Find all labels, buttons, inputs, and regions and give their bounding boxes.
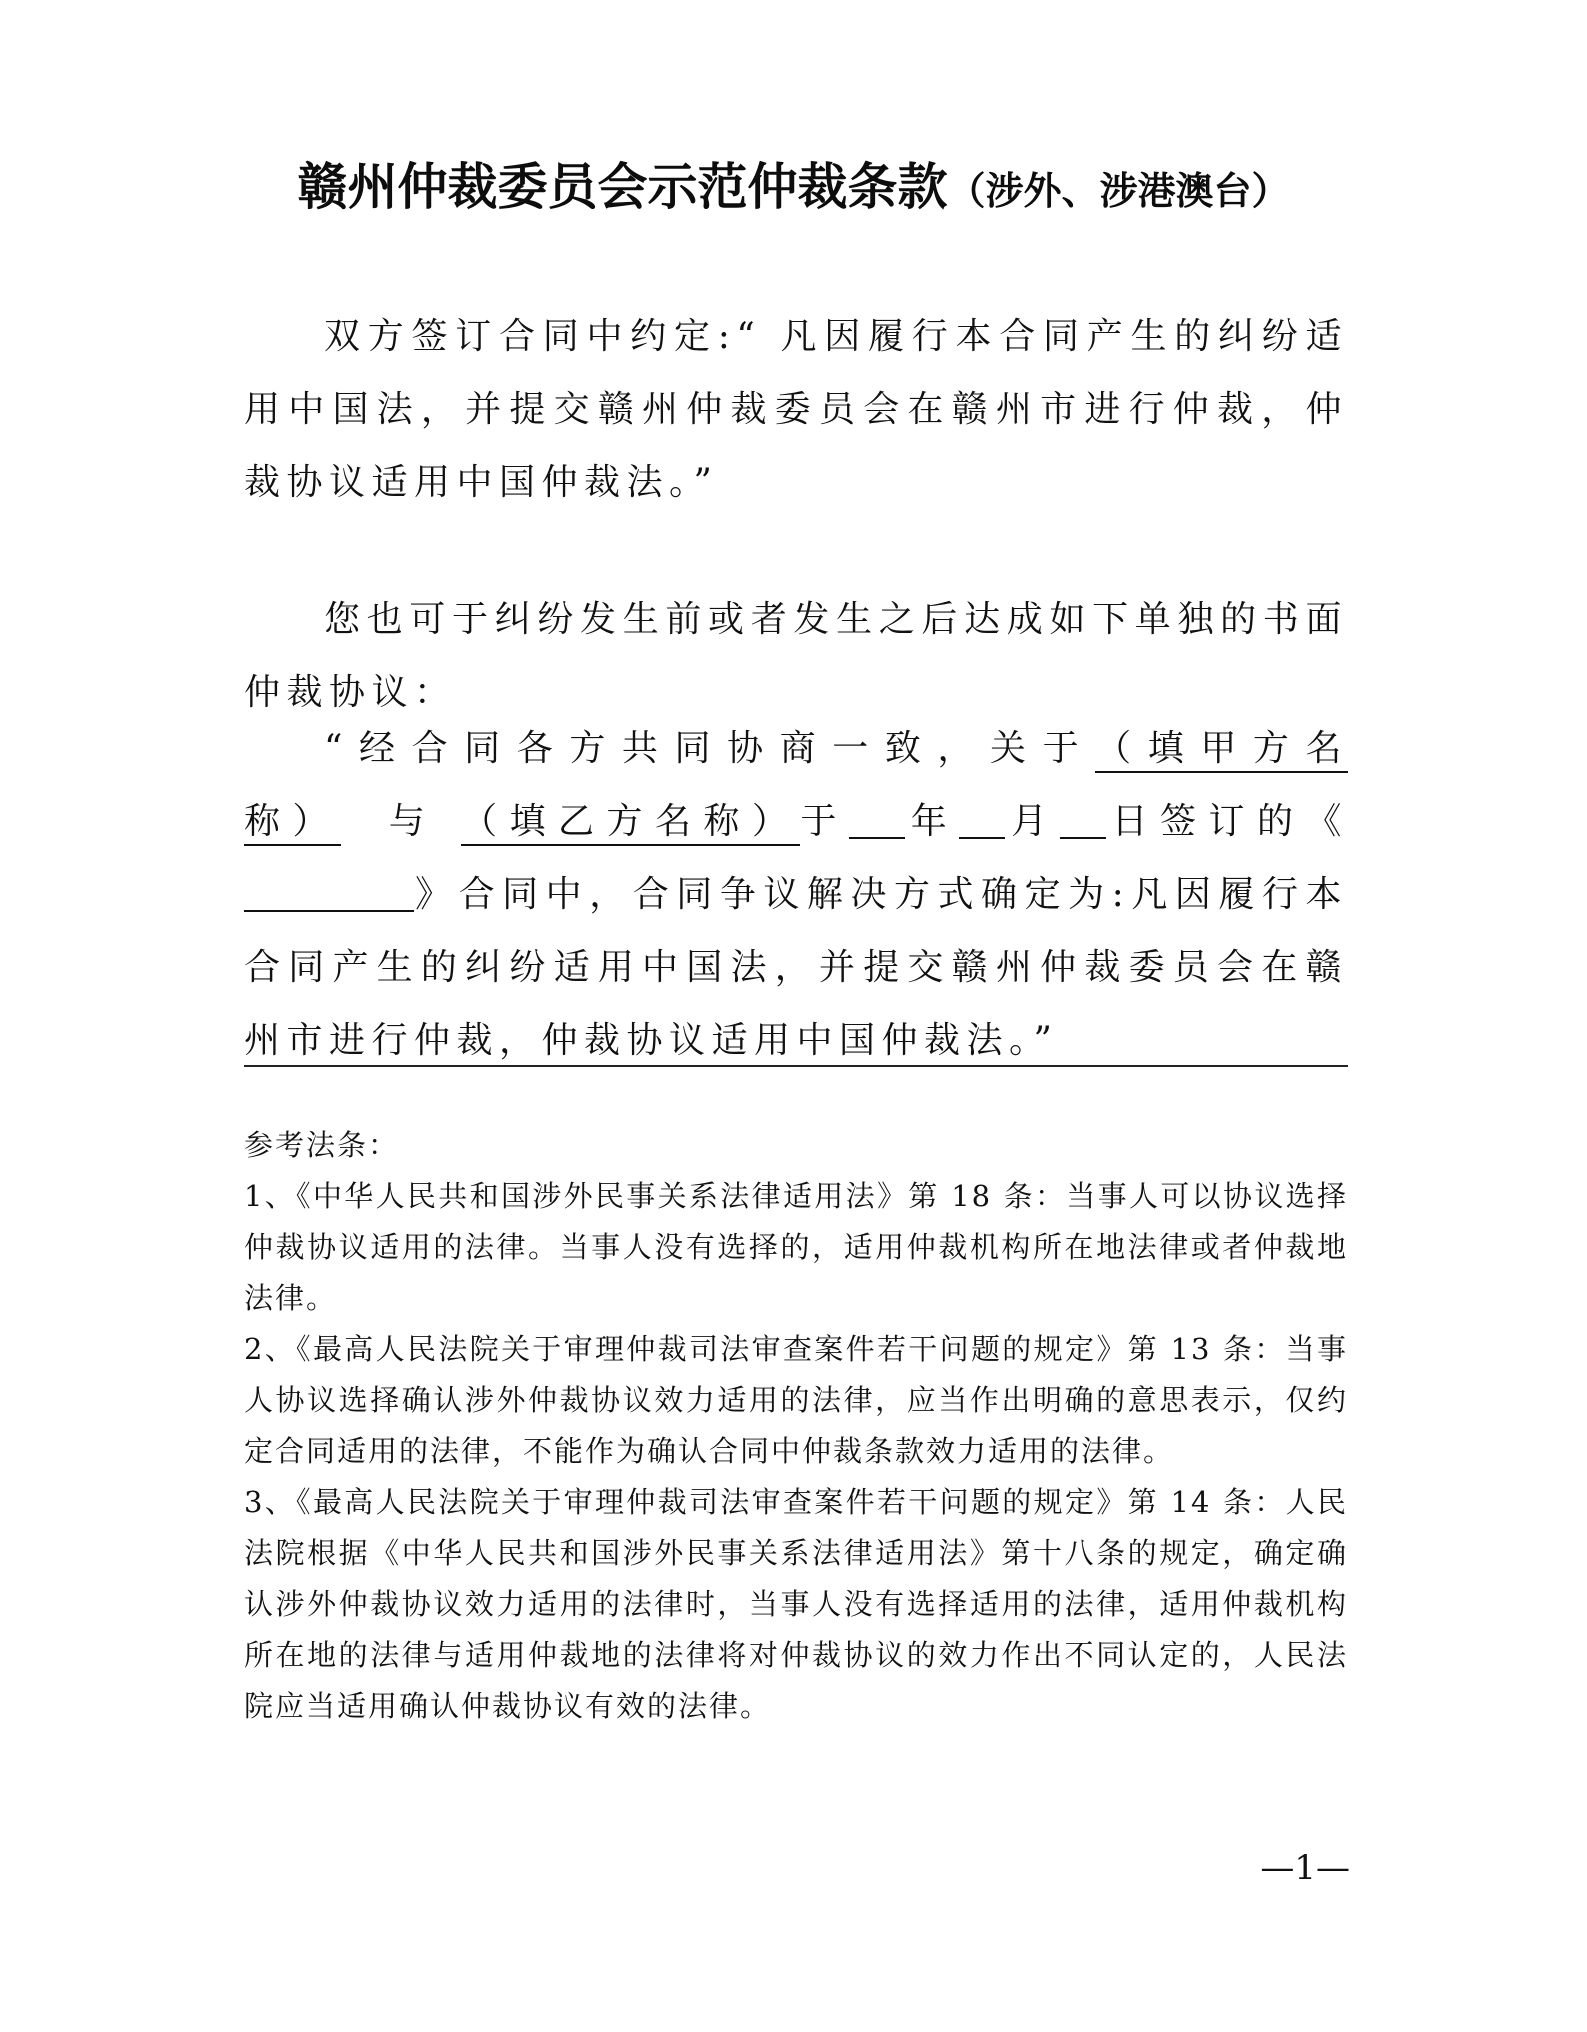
party-b-field: （填乙方名称）: [461, 801, 800, 846]
agreement-text-part4: 》合同中，合同争议解决方式确定为:凡因履行本合同产生的纠纷适用中国法，并提交赣州仲裁委员会在赣州市进行仲裁，仲裁协议适用中国仲裁法。”: [244, 874, 1348, 1061]
document-title: [0, 152, 1587, 226]
reference-item-3: 3、《最高人民法院关于审理仲裁司法审查案件若干问题的规定》第 14 条：人民法院根据《中华人民共和国涉外民事关系法律适用法》第十八条的规定，确定确认涉外仲裁协议效力适用的法律时，当事人没有选择适用的法律，适用仲裁机构所在地的法律与适用仲裁地的法律将对仲裁协议的效力作出不同认定的，人民法院应当适用确认仲裁协议有效的法律。: [244, 1485, 1348, 1723]
reference-item-2: 2、《最高人民法院关于审理仲裁司法审查案件若干问题的规定》第 13 条：当事人协议选择确认涉外仲裁协议效力适用的法律，应当作出明确的意思表示，仅约定合同适用的法律，不能作为确认合同中仲裁条款效力适用的法律。: [244, 1332, 1348, 1468]
reference-item-1: 1、《中华人民共和国涉外民事关系法律适用法》第 18 条：当事人可以协议选择仲裁协议适用的法律。当事人没有选择的，适用仲裁机构所在地法律或者仲裁地法律。: [244, 1179, 1348, 1315]
day-label: 日签订的《: [1105, 801, 1348, 842]
month-label: 月: [1005, 801, 1060, 842]
references-heading: 参考法条：: [244, 1128, 400, 1162]
agreement-template-paragraph: [244, 712, 1348, 1077]
page-number: —1—: [1260, 1848, 1350, 1888]
agreement-text-part1: “经合同各方共同协商一致，关于: [324, 728, 1096, 769]
separate-agreement-intro: 您也可于纠纷发生前或者发生之后达成如下单独的书面仲裁协议：: [244, 599, 1348, 713]
references-section: [244, 1120, 1348, 1732]
agreement-text-part3: 于: [800, 801, 849, 842]
month-blank: [959, 797, 1005, 839]
year-blank: [849, 797, 905, 839]
agreement-text-part2: 与: [388, 801, 438, 842]
title-suffix: （涉外、涉港澳台）: [947, 168, 1290, 213]
party-a-field: （填甲方名称）: [244, 728, 1348, 846]
contract-name-blank: [244, 870, 414, 912]
clause-paragraph: 双方签订合同中约定:“ 凡因履行本合同产生的纠纷适用中国法，并提交赣州仲裁委员会在赣州市进行仲裁，仲裁协议适用中国仲裁法。”: [244, 316, 1348, 503]
day-blank: [1060, 797, 1106, 839]
year-label: 年: [904, 801, 960, 842]
section-divider: [244, 1065, 1348, 1067]
title-main: 赣州仲裁委员会示范仲裁条款: [297, 157, 948, 216]
